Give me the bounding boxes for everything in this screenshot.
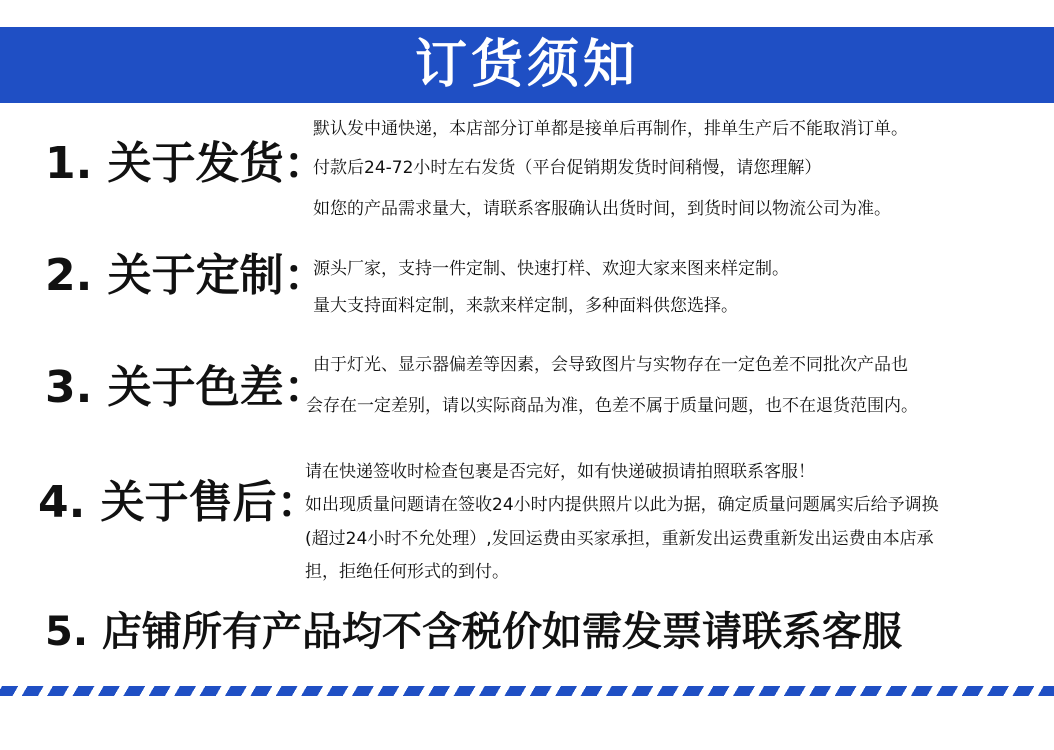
shipping-line: 默认发中通快递，本店部分订单都是接单后再制作，排单生产后不能取消订单。	[313, 119, 908, 139]
invoice-note: 5. 店铺所有产品均不含税价如需发票请联系客服	[45, 609, 902, 655]
header-banner	[0, 27, 1054, 103]
page-title: 订货须知	[414, 35, 639, 95]
section-title-customization: 2. 关于定制：	[45, 250, 328, 301]
section-title-after-sales: 4. 关于售后：	[38, 477, 321, 528]
after-sales-line: 担，拒绝任何形式的到付。	[305, 562, 509, 582]
customization-line: 量大支持面料定制，来款来样定制，多种面料供您选择。	[313, 296, 738, 316]
shipping-line: 如您的产品需求量大，请联系客服确认出货时间，到货时间以物流公司为准。	[313, 199, 891, 219]
after-sales-line: 请在快递签收时检查包裹是否完好，如有快递破损请拍照联系客服！	[305, 462, 815, 482]
color-difference-line: 会存在一定差别，请以实际商品为准，色差不属于质量问题，也不在退货范围内。	[306, 396, 918, 416]
after-sales-line: (超过24小时不允处理）,发回运费由买家承担，重新发出运费重新发出运费由本店承	[305, 529, 934, 549]
section-title-shipping: 1. 关于发货：	[45, 138, 328, 189]
section-title-color-difference: 3. 关于色差：	[45, 362, 328, 413]
after-sales-line: 如出现质量问题请在签收24小时内提供照片以此为据，确定质量问题属实后给予调换	[305, 495, 939, 515]
customization-line: 源头厂家，支持一件定制、快速打样、欢迎大家来图来样定制。	[313, 259, 789, 279]
shipping-line: 付款后24-72小时左右发货（平台促销期发货时间稍慢，请您理解）	[313, 158, 822, 178]
color-difference-line: 由于灯光、显示器偏差等因素，会导致图片与实物存在一定色差不同批次产品也	[313, 355, 908, 375]
decorative-stripe	[0, 686, 1054, 696]
